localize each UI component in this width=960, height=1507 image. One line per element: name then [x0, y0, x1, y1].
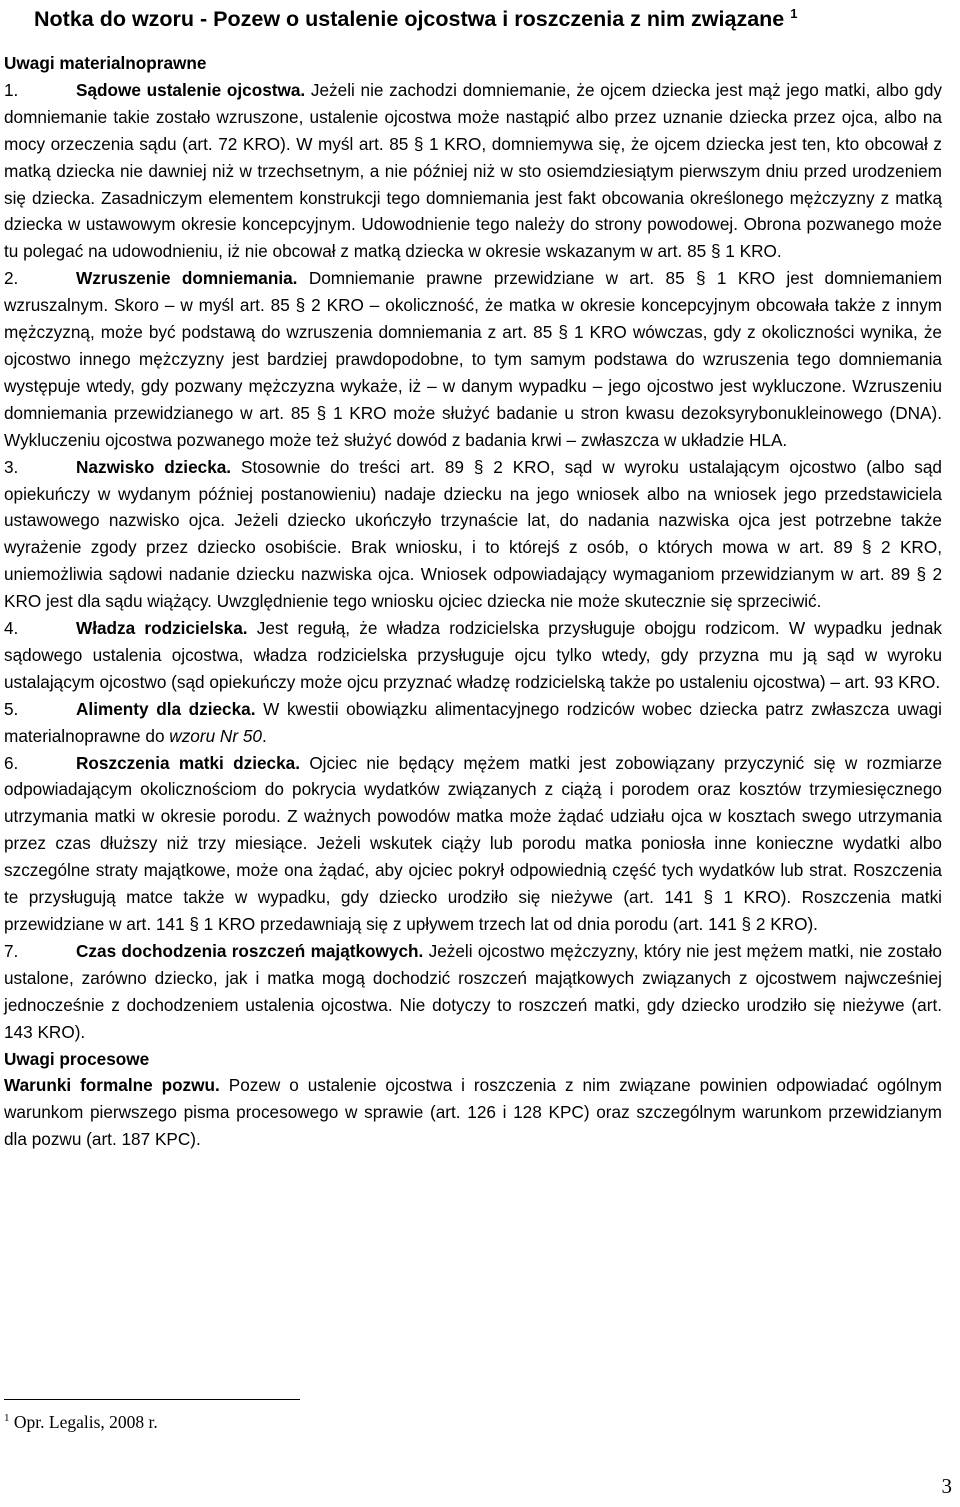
formal-requirements [4, 1072, 942, 1153]
item-text: Ojciec nie będący mężem matki jest zobowiązany przyczynić się w rozmiarze odpowiadającym okolicznościom do pokrycia wydatków związanych z ciążą i porodem oraz kosztów trzymiesięcznego utrzymania matki w okresie porodu. Z ważnych powodów matka może żądać udziału ojca w kosztach swego utrzymania przez czas dłuższy niż trzy miesiące. Jeżeli wskutek ciąży lub porodu matka poniosła inne konieczne wydatki albo szczególne straty majątkowe, może ona żądać, aby ojciec pokrył odpowiednią część tych wydatków lub strat. Roszczenia te przysługują matce także w wypadku, gdy dziecko urodziło się nieżywe (art. 141 § 1 KRO). Roszczenia matki przewidziane w art. 141 § 1 KRO przedawniają się z upływem trzech lat od dnia porodu (art. 141 § 2 KRO). [4, 752, 943, 934]
item-heading: Wzruszenie domniemania. [76, 268, 298, 289]
item-text: Jest regułą, że władza rodzicielska przysługuje obojgu rodzicom. W wypadku jednak sądowego ustalenia ojcostwa, władza rodzicielska przysługuje ojcu tylko wtedy, gdy przyzna mu ją sąd w wyroku ustalającym ojcostwo (sąd opiekuńczy może ojcu przyznać władzę rodzicielską także po ustaleniu ojcostwa) – art. 93 KRO. [4, 618, 942, 692]
item-3 [4, 454, 942, 615]
item-text: W kwestii obowiązku alimentacyjnego rodziców wobec dziecka patrz zwłaszcza uwagi materialnoprawne do [4, 698, 942, 746]
item-number: 3. [4, 456, 19, 477]
item-heading: Nazwisko dziecka. [76, 456, 232, 477]
section-heading-substantive: Uwagi materialnoprawne [4, 53, 207, 73]
template-reference: wzoru Nr 50 [169, 725, 262, 746]
footnote-text: Opr. Legalis, 2008 r. [13, 1412, 158, 1432]
item-6 [4, 750, 942, 938]
item-heading: Alimenty dla dziecka. [76, 698, 256, 719]
footnote [4, 1412, 158, 1433]
item-number: 7. [4, 940, 19, 961]
item-text-end: . [261, 725, 267, 746]
item-text: Domniemanie prawne przewidziane w art. 85 § 1 KRO jest domniemaniem wzruszalnym. Skoro – w myśl art. 85 § 2 KRO – okoliczność, że matka w okresie koncepcyjnym obcowała także z innym mężczyzną, może być podstawą do wzruszenia domniemania z art. 85 § 1 KRO wówczas, gdy z okoliczności wynika, że ojcostwo innego mężczyzny jest bardziej prawdopodobne, to tym samym podstawa do wzruszenia tego domniemania występuje wtedy, gdy pozwany mężczyzna wykaże, iż – w danym wypadku – jego ojcostwo jest wykluczone. Wzruszeniu domniemania przewidzianego w art. 85 § 1 KRO może służyć badanie u stron kwasu dezoksyrybonukleinowego (DNA). Wykluczeniu ojcostwa pozwanego może też służyć dowód z badania krwi – zwłaszcza w układzie HLA. [4, 268, 943, 450]
item-heading: Władza rodzicielska. [76, 618, 248, 639]
document-page [4, 0, 942, 1153]
item-text: Jeżeli ojcostwo mężczyzny, który nie jest mężem matki, nie zostało ustalone, zarówno dziecko, jak i matka mogą dochodzić roszczeń majątkowych związanych z ojcostwem najwcześniej jednocześnie z dochodzeniem ustalenia ojcostwa. Nie dotyczy to roszczeń matki, gdy dziecko urodziło się nieżywe (art. 143 KRO). [4, 940, 942, 1042]
formal-text: Pozew o ustalenie ojcostwa i roszczenia z nim związane powinien odpowiadać ogólnym warunkom pierwszego pisma procesowego w sprawie (art. 126 i 128 KPC) oraz szczególnym warunkom przewidzianym dla pozwu (art. 187 KPC). [4, 1075, 942, 1150]
item-7 [4, 938, 942, 1046]
footnote-mark: 1 [4, 1412, 10, 1425]
section-heading-procedural: Uwagi procesowe [4, 1048, 150, 1069]
item-number: 1. [4, 79, 19, 100]
item-heading: Czas dochodzenia roszczeń majątkowych. [76, 940, 424, 961]
title-text: Notka do wzoru - Pozew o ustalenie ojcostwa i roszczenia z nim związane [34, 7, 785, 31]
item-number: 6. [4, 752, 19, 773]
item-text: Stosownie do treści art. 89 § 2 KRO, sąd w wyroku ustalającym ojcostwo (albo sąd opiekuńczy w wydanym później postanowieniu) nadaje dziecku na jego wniosek albo na wniosek jego przedstawiciela ustawowego nazwisko ojca. Jeżeli dziecko ukończyło trzynaście lat, do nadania nazwiska ojca jest potrzebne także wyrażenie zgody przez dziecko osobiście. Brak wniosku, i to którejś z osób, o których mowa w art. 89 § 2 KRO, uniemożliwia sądowi nadanie dziecku nazwiska ojca. Wniosek odpowiadający wymaganiom przewidzianym w art. 89 § 2 KRO jest dla sądu wiążący. Uwzględnienie tego wniosku ojciec dziecka nie może skutecznie się sprzeciwić. [4, 456, 942, 612]
document-title [34, 4, 942, 34]
formal-heading: Warunki formalne pozwu. [4, 1075, 220, 1096]
item-text: Jeżeli nie zachodzi domniemanie, że ojcem dziecka jest mąż jego matki, albo gdy domniemanie takie zostało wzruszone, ustalenie ojcostwa może nastąpić albo przez uznanie dziecka przez ojca, albo na mocy orzeczenia sądu (art. 72 KRO). W myśl art. 85 § 1 KRO, domniemywa się, że ojcem dziecka jest ten, kto obcował z matką dziecka nie dawniej niż w trzechsetnym, a nie później niż w sto osiemdziesiątym pierwszym dniu przed urodzeniem się dziecka. Zasadniczym elementem konstrukcji tego domniemania jest fakt obcowania określonego mężczyzny z matką dziecka w ustawowym okresie koncepcyjnym. Udowodnienie tego należy do strony powodowej. Obrona pozwanego może tu polegać na udowodnieniu, iż nie obcował z matką dziecka w okresie wskazanym w art. 85 § 1 KRO. [4, 79, 942, 262]
item-2 [4, 265, 942, 453]
item-number: 4. [4, 618, 19, 639]
footnote-separator [4, 1399, 300, 1400]
document-body [4, 50, 942, 1153]
item-number: 5. [4, 698, 19, 719]
item-number: 2. [4, 268, 19, 289]
item-1 [4, 77, 942, 265]
item-5 [4, 696, 942, 750]
item-4 [4, 615, 942, 696]
page-number: 3 [941, 1474, 952, 1498]
item-heading: Roszczenia matki dziecka. [76, 752, 300, 773]
item-heading: Sądowe ustalenie ojcostwa. [76, 79, 306, 100]
footnote-ref: 1 [790, 5, 798, 21]
